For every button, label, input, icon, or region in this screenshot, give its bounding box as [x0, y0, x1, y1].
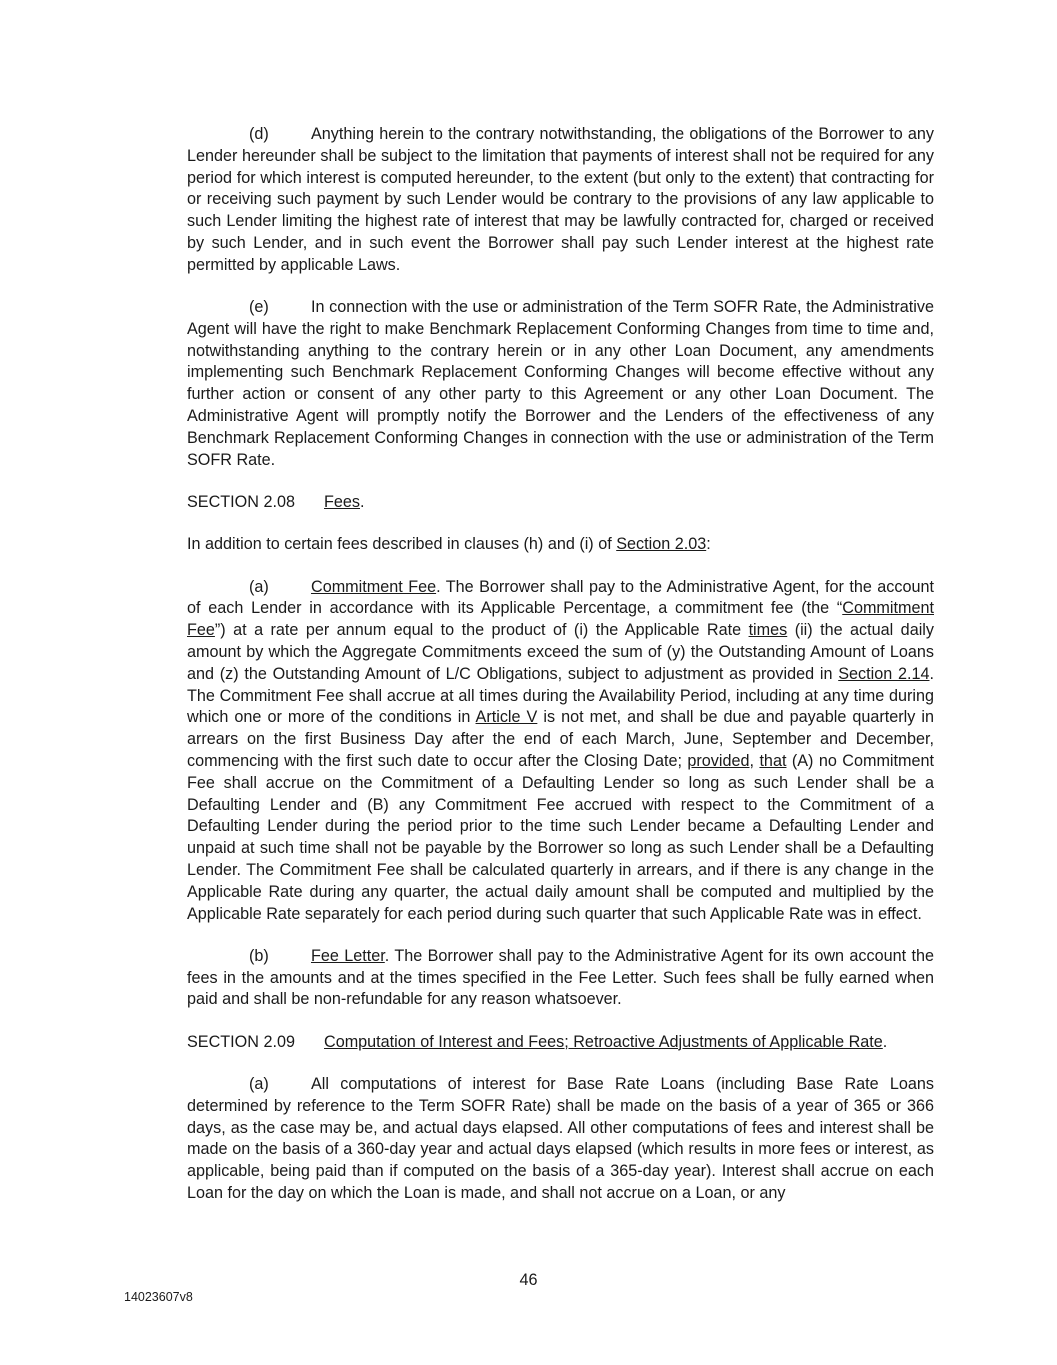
clause-label: (a): [249, 1074, 269, 1093]
clause-label: (e): [249, 298, 269, 317]
paragraph-commitment-fee: [187, 577, 934, 926]
defined-term: Commitment Fee: [187, 599, 934, 640]
cross-reference: Article V: [475, 708, 538, 727]
paragraph-text: All computations of interest for Base Rate Loans (including Base Rate Loans determined by reference to the Term SOFR Rate) shall be made on the basis of a year of 365 or 366 days, as the case may be, and actual days elapsed. All other computations of fees and interest shall be made on the basis of a 360-day year and actual days elapsed (which results in more fees or interest, as applicable, being paid than if computed on the basis of a 365-day year). Interest shall accrue on each Loan for the day on which the Loan is made, and shall not accrue on a Loan, or any: [187, 1074, 934, 1202]
emphasis-term: that: [759, 751, 787, 770]
paragraph-computation: [187, 1074, 934, 1205]
section-number: SECTION 2.09: [187, 1032, 295, 1051]
emphasis-term: provided: [687, 751, 750, 770]
paragraph-text: ,: [749, 751, 760, 770]
section-title-period: .: [882, 1032, 888, 1051]
section-heading-2-09: [187, 1032, 934, 1054]
cross-reference: Section 2.14: [838, 664, 930, 683]
paragraph-text: is not met, and shall be due and payable quarterly in arrears on the first Business Day after the end of each March, June, September and December, commencing with the first such date to occur after the Closing Date;: [187, 708, 934, 770]
cross-reference: Section 2.03: [616, 535, 707, 554]
paragraph-text: . The Borrower shall pay to the Administrative Agent for its own account the fees in the amounts and at the times specified in the Fee Letter. Such fees shall be fully earned when paid and shall be non-refundable for any reason whatsoever.: [187, 946, 934, 1009]
paragraph-text: ”) at a rate per annum equal to the product of (i) the Applicable Rate: [214, 621, 749, 640]
section-title-period: .: [360, 492, 365, 511]
document-id: 14023607v8: [124, 1290, 193, 1304]
paragraph-text: (ii) the actual daily amount by which the Aggregate Commitments exceed the sum of (y) the Outstanding Amount of Loans and (z) the Outstanding Amount of L/C Obligations, subject to adjustment as provided in: [187, 621, 934, 683]
section-title: Computation of Interest and Fees; Retroactive Adjustments of Applicable Rate: [324, 1032, 883, 1051]
paragraph-e: [187, 297, 934, 471]
intro-text-end: :: [706, 535, 711, 554]
section-intro: [187, 534, 934, 556]
clause-label: (d): [249, 125, 269, 143]
paragraph-d: [187, 124, 934, 277]
emphasis-term: times: [748, 621, 788, 640]
page-number: 46: [519, 1271, 538, 1289]
paragraph-text: . The Borrower shall pay to the Administrative Agent, for the account of each Lender in accordance with its Applicable Percentage, a commitment fee (the “: [187, 577, 934, 618]
paragraph-text: (A) no Commitment Fee shall accrue on the Commitment of a Defaulting Lender so long as such Lender shall be a Defaulting Lender and (B) any Commitment Fee accrued with respect to the Commitment of a Defaulting Lender during the period prior to the time such Lender became a Defaulting Lender and unpaid at such time shall not be payable by the Borrower so long as such Lender shall be a Defaulting Lender. The Commitment Fee shall be calculated quarterly in arrears, and if there is any change in the Applicable Rate during any quarter, the actual daily amount shall be computed and multiplied by the Applicable Rate separately for each period during such quarter that such Applicable Rate was in effect.: [187, 751, 935, 923]
paragraph-fee-letter: [187, 946, 934, 1011]
clause-label: (b): [249, 946, 269, 965]
section-title: Fees: [324, 492, 360, 511]
section-number: SECTION 2.08: [187, 492, 295, 511]
intro-text: In addition to certain fees described in clauses (h) and (i) of: [187, 535, 617, 554]
paragraph-text: In connection with the use or administration of the Term SOFR Rate, the Administrative Agent will have the right to make Benchmark Replacement Conforming Changes from time to time and, notwithstanding anything to the contrary herein or in any other Loan Document, any amendments implementing such Benchmark Replacement Conforming Changes will become effective without any further action or consent of any other party to this Agreement or any other Loan Document. The Administrative Agent will promptly notify the Borrower and the Lenders of the effectiveness of any Benchmark Replacement Conforming Changes in connection with the use or administration of the Term SOFR Rate.: [187, 298, 934, 469]
clause-heading: Fee Letter: [311, 946, 385, 965]
clause-heading: Commitment Fee: [311, 577, 437, 596]
clause-label: (a): [249, 577, 269, 596]
paragraph-text: Anything herein to the contrary notwithstanding, the obligations of the Borrower to any Lender hereunder shall be subject to the limitation that payments of interest shall not be required for any period for which interest is computed hereunder, to the extent (but only to the extent) that contracting for or receiving such payment by such Lender would be contrary to the provisions of any law applicable to such Lender limiting the highest rate of interest that may be lawfully contracted for, charged or received by such Lender, and in such event the Borrower shall pay such Lender interest at the highest rate permitted by applicable Laws.: [187, 125, 934, 274]
section-heading-2-08: [187, 492, 934, 514]
body-text: [187, 124, 934, 1225]
paragraph-text: . The Commitment Fee shall accrue at all times during the Availability Period, including at any time during which one or more of the conditions in: [187, 664, 934, 727]
